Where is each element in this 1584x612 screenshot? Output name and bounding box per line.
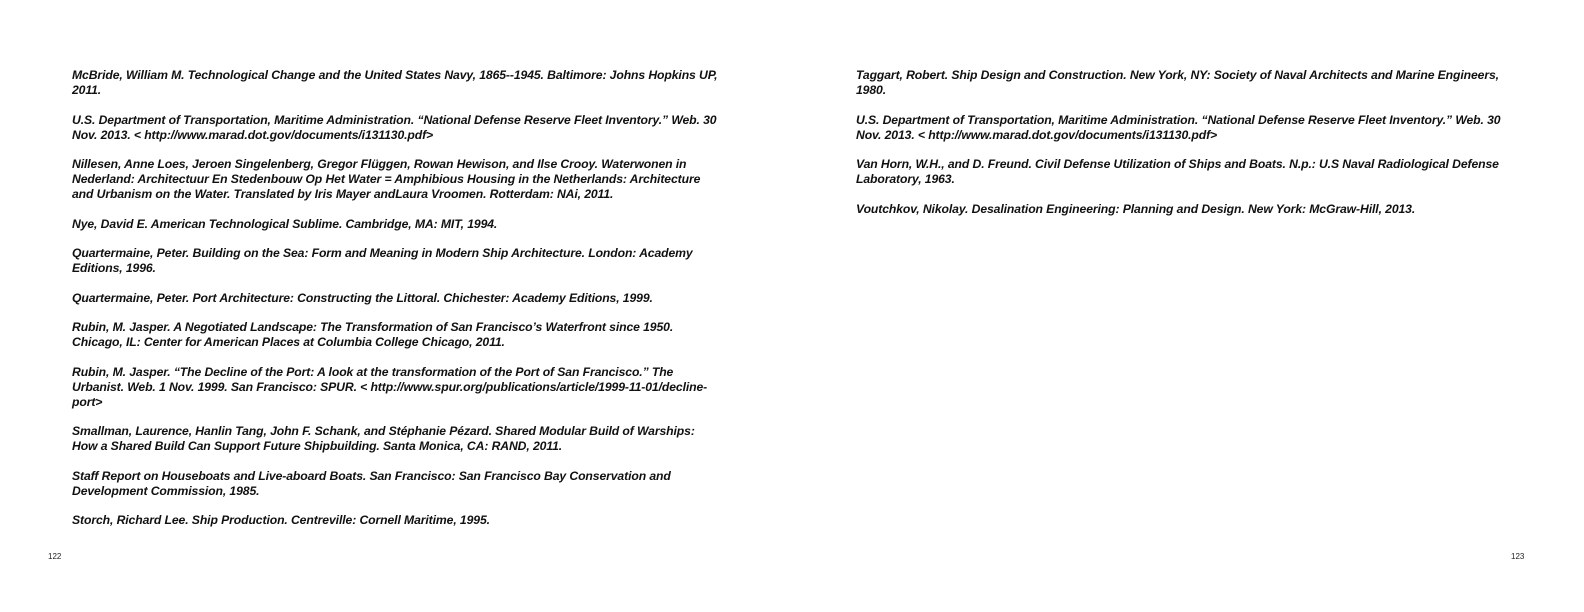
bibliography-list-left	[72, 68, 722, 543]
bibliography-entry: Quartermaine, Peter. Port Architecture: Constructing the Littoral. Chichester: Academy Editions, 1999.	[72, 290, 653, 305]
bibliography-entry: Taggart, Robert. Ship Design and Construction. New York, NY: Society of Naval Architects and Marine Engineers, 1980.	[856, 68, 1499, 97]
page-number-left: 122	[48, 552, 62, 561]
bibliography-entry: Staff Report on Houseboats and Live-aboard Boats. San Francisco: San Francisco Bay Conservation and Development Commission, 1985.	[72, 468, 671, 498]
bibliography-entry: U.S. Department of Transportation, Maritime Administration. “National Defense Reserve Fleet Inventory.” Web. 30 Nov. 2013. < http://www.marad.dot.gov/documents/i131130.pdf>	[72, 112, 717, 142]
bibliography-entry: Nye, David E. American Technological Sublime. Cambridge, MA: MIT, 1994.	[72, 216, 498, 231]
right-page	[792, 0, 1584, 612]
bibliography-entry: Storch, Richard Lee. Ship Production. Centreville: Cornell Maritime, 1995.	[72, 513, 490, 527]
bibliography-entry: U.S. Department of Transportation, Maritime Administration. “National Defense Reserve Fleet Inventory.” Web. 30 Nov. 2013. < http://www.marad.dot.gov/documents/i131130.pdf>	[856, 112, 1501, 142]
bibliography-entry: Rubin, M. Jasper. “The Decline of the Port: A look at the transformation of the Port of San Francisco.” The Urbanist. Web. 1 Nov. 1999. San Francisco: SPUR. < http://www.spur.org/publications/article/1999-11-01/decline-port>	[72, 364, 708, 409]
bibliography-entry: Quartermaine, Peter. Building on the Sea: Form and Meaning in Modern Ship Architecture. London: Academy Editions, 1996.	[72, 246, 693, 275]
bibliography-list-right	[856, 68, 1506, 231]
bibliography-entry: Nillesen, Anne Loes, Jeroen Singelenberg, Gregor Flüggen, Rowan Hewison, and Ilse Crooy. Waterwonen in Nederland: Architectuur En Stedenbouw Op Het Water = Amphibious Housing in the Netherlands: Architecture and Urbanism on the Water. Translated by Iris Mayer andLaura Vroomen. Rotterdam: NAi, 2011.	[72, 157, 701, 201]
page-number-right: 123	[1511, 552, 1525, 561]
bibliography-entry: Van Horn, W.H., and D. Freund. Civil Defense Utilization of Ships and Boats. N.p.: U.S Naval Radiological Defense Laboratory, 1963.	[856, 157, 1499, 186]
bibliography-entry: Smallman, Laurence, Hanlin Tang, John F. Schank, and Stéphanie Pézard. Shared Modular Build of Warships: How a Shared Build Can Support Future Shipbuilding. Santa Monica, CA: RAND, 2011.	[72, 424, 695, 453]
bibliography-entry: Voutchkov, Nikolay. Desalination Engineering: Planning and Design. New York: McGraw-Hill, 2013.	[856, 201, 1416, 216]
bibliography-entry: Rubin, M. Jasper. A Negotiated Landscape: The Transformation of San Francisco’s Waterfront since 1950. Chicago, IL: Center for American Places at Columbia College Chicago, 2011.	[72, 320, 674, 349]
bibliography-entry: McBride, William M. Technological Change and the United States Navy, 1865--1945. Baltimore: Johns Hopkins UP, 2011.	[72, 68, 718, 97]
